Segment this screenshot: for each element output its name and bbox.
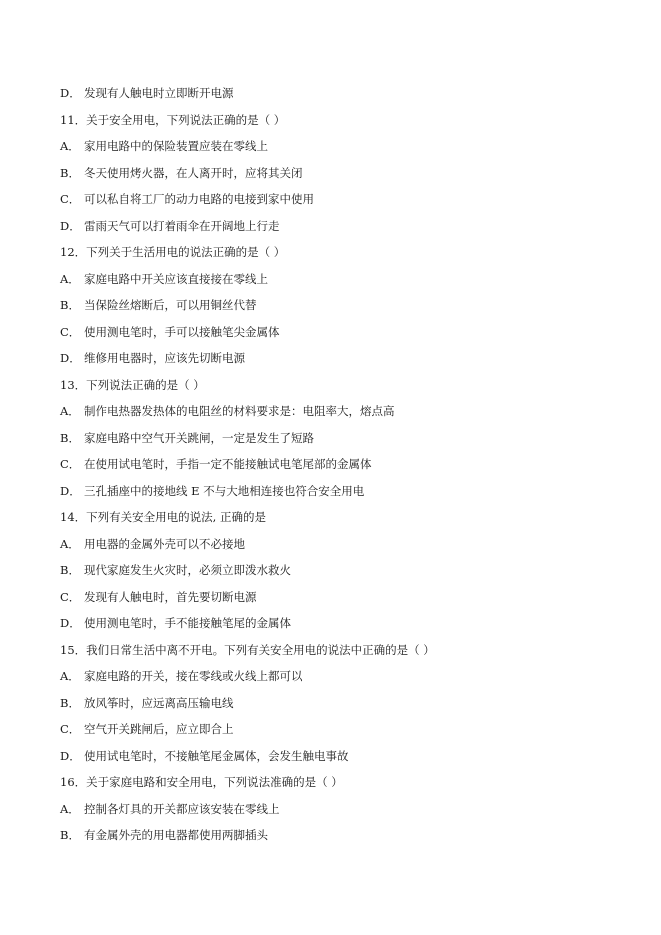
option-text: 使用测电笔时，手可以接触笔尖金属体 [84, 324, 280, 339]
answer-option [60, 563, 291, 577]
option-text: 放风筝时，应远离高压输电线 [84, 695, 234, 710]
answer-option [60, 325, 280, 339]
option-letter: B． [60, 298, 80, 312]
answer-option [60, 404, 395, 418]
question-stem: 13．下列说法正确的是（ ） [60, 377, 205, 392]
answer-option [60, 219, 280, 233]
answer-option [60, 86, 234, 100]
option-text: 家庭电路中开关应该直接接在零线上 [84, 271, 268, 286]
option-letter: C． [60, 722, 81, 736]
option-letter: D． [60, 748, 81, 763]
option-text: 发现有人触电时立即断开电源 [84, 86, 234, 100]
answer-option [60, 749, 349, 763]
answer-option [60, 272, 268, 286]
option-text: 制作电热器发热体的电阻丝的材料要求是：电阻率大，熔点高 [84, 404, 395, 418]
answer-option [60, 166, 303, 180]
question-stem: 11．关于安全用电，下列说法正确的是（ ） [60, 112, 286, 127]
option-text: 有金属外壳的用电器都使用两脚插头 [84, 828, 268, 842]
answer-option [60, 802, 280, 816]
option-letter: D． [60, 86, 81, 100]
answer-option [60, 616, 291, 630]
answer-option [60, 537, 245, 551]
answer-option [60, 828, 268, 842]
option-letter: A． [60, 801, 80, 816]
option-letter: B． [60, 430, 80, 445]
option-text: 冬天使用烤火器，在人离开时，应将其关闭 [84, 165, 303, 180]
option-letter: C． [60, 589, 81, 604]
option-text: 使用试电笔时，不接触笔尾金属体，会发生触电事故 [84, 748, 349, 763]
option-letter: C． [60, 457, 81, 471]
answer-option [60, 298, 257, 312]
option-letter: B． [60, 563, 80, 577]
question-stem: 16．关于家庭电路和安全用电，下列说法准确的是（ ） [60, 775, 343, 789]
answer-option [60, 669, 303, 683]
option-letter: D． [60, 351, 81, 365]
option-text: 使用测电笔时，手不能接触笔尾的金属体 [84, 616, 291, 630]
answer-option [60, 590, 257, 604]
option-letter: D． [60, 483, 81, 498]
option-letter: C． [60, 324, 81, 339]
option-text: 家庭电路的开关，接在零线或火线上都可以 [84, 669, 303, 683]
option-text: 发现有人触电时，首先要切断电源 [84, 589, 257, 604]
question-stem: 15．我们日常生活中离不开电。下列有关安全用电的说法中正确的是（ ） [60, 642, 435, 657]
option-text: 雷雨天气可以打着雨伞在开阔地上行走 [84, 218, 280, 233]
question-stem: 12．下列关于生活用电的说法正确的是（ ） [60, 245, 286, 259]
option-text: 当保险丝熔断后，可以用铜丝代替 [84, 298, 257, 312]
question-stem: 14．下列有关安全用电的说法, 正确的是 [60, 510, 266, 524]
option-text: 三孔插座中的接地线 E 不与大地相连接也符合安全用电 [84, 483, 365, 498]
option-text: 空气开关跳闸后，应立即合上 [84, 722, 234, 736]
answer-option [60, 457, 372, 471]
option-letter: D． [60, 616, 81, 630]
option-text: 控制各灯具的开关都应该安装在零线上 [84, 801, 280, 816]
answer-option [60, 722, 234, 736]
option-text: 家用电路中的保险装置应装在零线上 [84, 139, 268, 153]
option-letter: A． [60, 139, 80, 153]
answer-option [60, 431, 314, 445]
option-letter: C． [60, 192, 81, 206]
option-text: 现代家庭发生火灾时，必须立即泼水救火 [84, 563, 291, 577]
answer-option [60, 139, 268, 153]
option-letter: D． [60, 218, 81, 233]
option-letter: A． [60, 404, 80, 418]
option-text: 维修用电器时，应该先切断电源 [84, 351, 245, 365]
option-letter: B． [60, 165, 80, 180]
answer-option [60, 351, 245, 365]
answer-option [60, 192, 314, 206]
option-letter: A． [60, 669, 80, 683]
option-text: 用电器的金属外壳可以不必接地 [84, 536, 245, 551]
option-text: 在使用试电笔时，手指一定不能接触试电笔尾部的金属体 [84, 457, 372, 471]
option-letter: A． [60, 536, 80, 551]
option-letter: B． [60, 695, 80, 710]
answer-option [60, 484, 364, 498]
option-text: 可以私自将工厂的动力电路的电接到家中使用 [84, 192, 314, 206]
answer-option [60, 696, 234, 710]
option-letter: B． [60, 828, 80, 842]
option-letter: A． [60, 271, 80, 286]
option-text: 家庭电路中空气开关跳闸，一定是发生了短路 [84, 430, 314, 445]
